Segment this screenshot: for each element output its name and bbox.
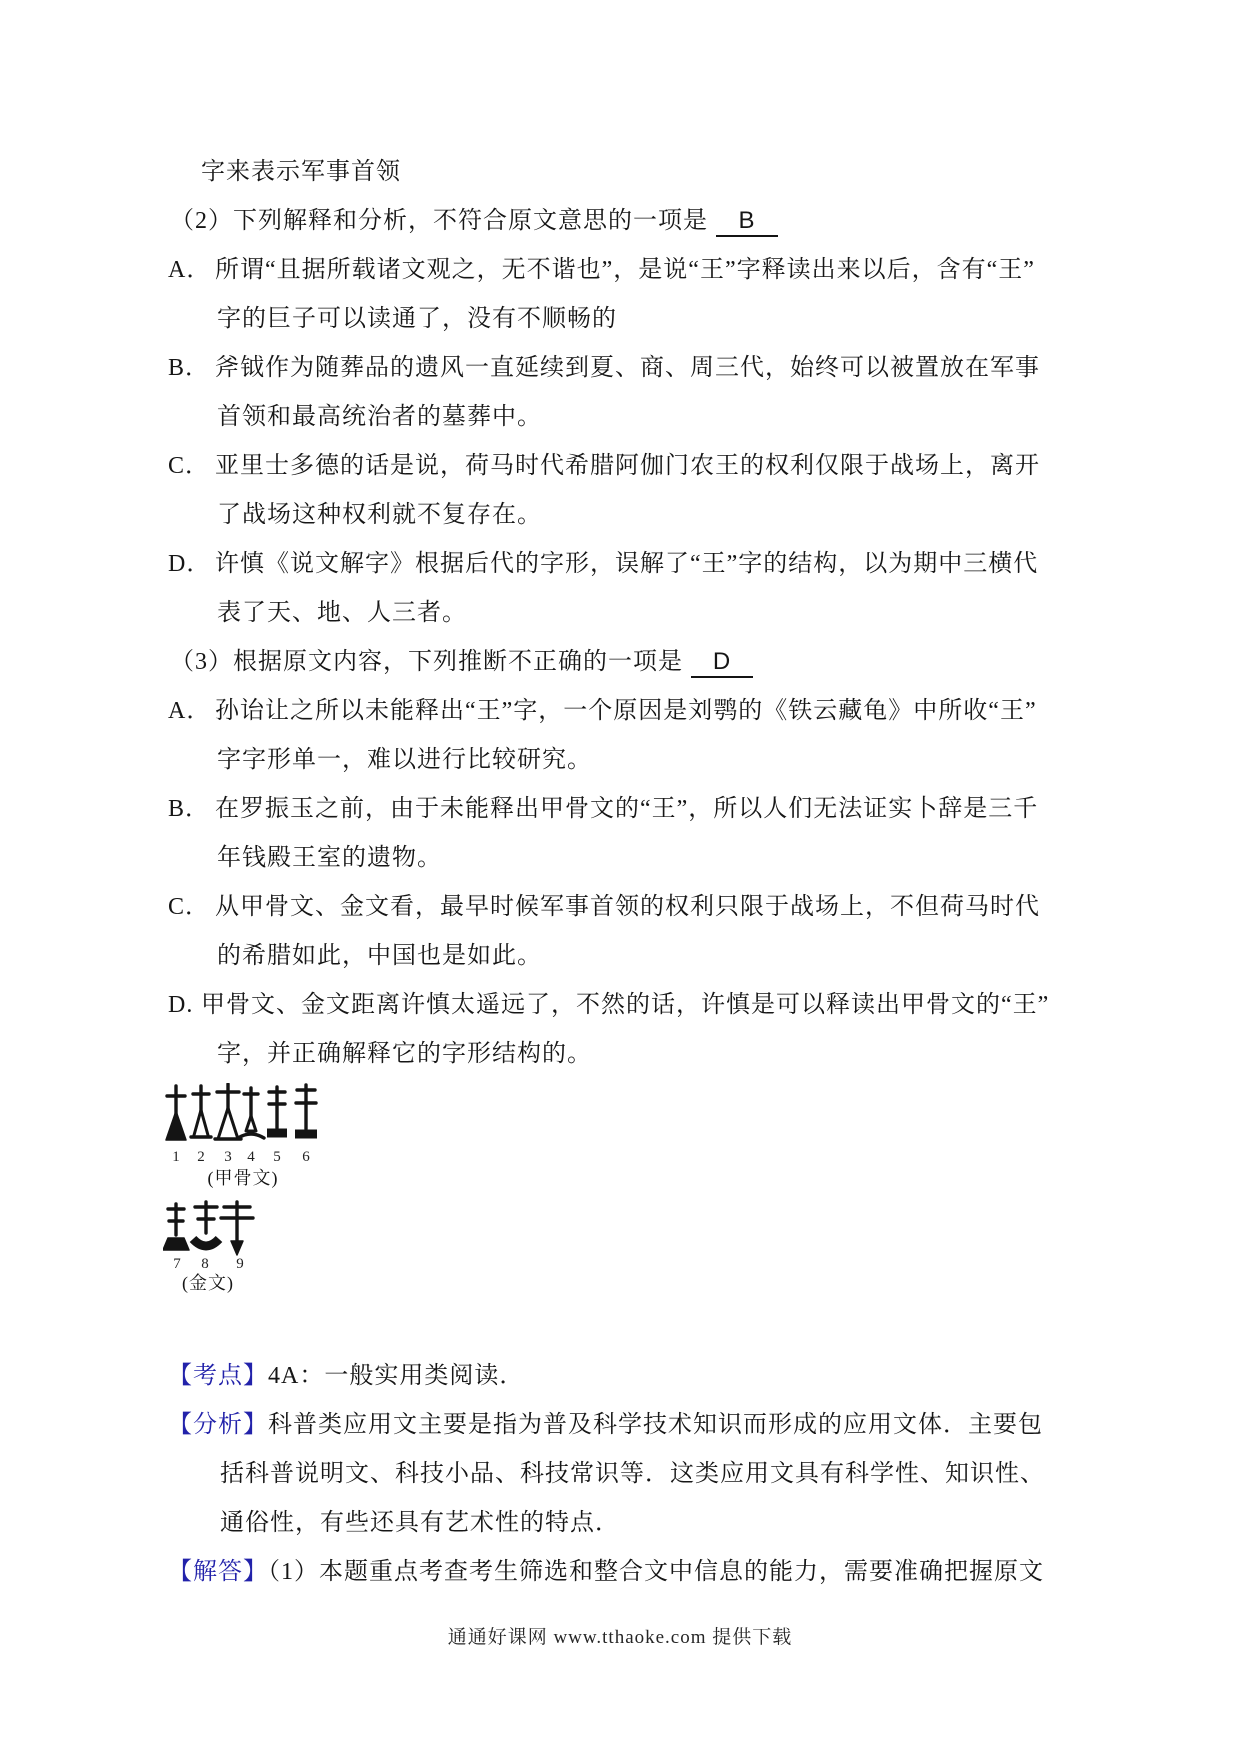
kaodian-tag: 【考点】 bbox=[168, 1363, 268, 1389]
option-label: D． bbox=[168, 551, 212, 577]
option-text: 甲骨文、金文距离许慎太遥远了，不然的话，许慎是可以释读出甲骨文的“王” bbox=[201, 992, 1050, 1018]
option-label: A． bbox=[168, 257, 212, 283]
oracle-glyph-1 bbox=[166, 1086, 186, 1140]
glyph-number: 5 bbox=[273, 1149, 281, 1165]
kaodian-line bbox=[0, 1352, 1240, 1401]
oracle-glyph-4 bbox=[238, 1088, 264, 1138]
option-text: 许慎《说文解字》根据后代的字形，误解了“王”字的结构，以为期中三横代 bbox=[215, 551, 1039, 577]
q2-option-d-line2: 表了天、地、人三者。 bbox=[217, 600, 467, 626]
question-2-stem: （2）下列解释和分析，不符合原文意思的一项是 bbox=[170, 208, 708, 234]
lead-line: 字来表示军事首领 bbox=[201, 159, 401, 185]
oracle-glyph-2 bbox=[191, 1086, 211, 1137]
oracle-bronze-figure bbox=[163, 1083, 523, 1295]
option-label: B． bbox=[168, 355, 211, 381]
q3-option-a-line1 bbox=[0, 687, 1240, 736]
oracle-glyph-3 bbox=[215, 1084, 241, 1139]
q2-option-d-line1 bbox=[0, 540, 1240, 589]
oracle-glyph-6 bbox=[295, 1085, 317, 1134]
jieda-line bbox=[0, 1548, 1240, 1597]
glyph-number: 7 bbox=[173, 1256, 181, 1272]
q2-option-c-line2: 了战场这种权利就不复存在。 bbox=[217, 502, 542, 528]
q3-option-b-line1 bbox=[0, 785, 1240, 834]
q3-option-d-line1 bbox=[0, 981, 1240, 1030]
option-text: 从甲骨文、金文看，最早时候军事首领的权利只限于战场上，不但荷马时代 bbox=[215, 894, 1040, 920]
option-text: 所谓“且据所载诸文观之，无不谐也”，是说“王”字释读出来以后，含有“王” bbox=[215, 257, 1035, 283]
glyph-number: 2 bbox=[197, 1149, 205, 1165]
bronze-glyph-9 bbox=[221, 1202, 253, 1255]
option-text: 在罗振玉之前，由于未能释出甲骨文的“王”，所以人们无法证实卜辞是三千 bbox=[215, 796, 1039, 822]
fenxi-text: 科普类应用文主要是指为普及科学技术知识而形成的应用文体．主要包 bbox=[268, 1412, 1043, 1438]
fenxi-line1 bbox=[0, 1401, 1240, 1450]
option-text: 亚里士多德的话是说，荷马时代希腊阿伽门农王的权利仅限于战场上，离开 bbox=[215, 453, 1040, 479]
bronze-script-label: (金文) bbox=[182, 1273, 234, 1293]
bronze-glyph-8 bbox=[193, 1202, 219, 1246]
glyph-number: 3 bbox=[224, 1149, 232, 1165]
option-label: A． bbox=[168, 698, 212, 724]
question-3-answer-blank: D bbox=[691, 648, 753, 678]
option-text: 孙诒让之所以未能释出“王”字，一个原因是刘鹗的《铁云藏龟》中所收“王” bbox=[215, 698, 1037, 724]
question-3-stem-line bbox=[0, 638, 1240, 687]
bronze-glyph-7 bbox=[163, 1204, 189, 1250]
fenxi-line3: 通俗性，有些还具有艺术性的特点． bbox=[220, 1510, 620, 1536]
option-label: C． bbox=[168, 894, 211, 920]
analysis-block bbox=[0, 1352, 1240, 1597]
q2-option-a-line1 bbox=[0, 246, 1240, 295]
kaodian-text: 4A：一般实用类阅读． bbox=[268, 1363, 525, 1389]
option-label: C． bbox=[168, 453, 211, 479]
question-2-stem-line bbox=[0, 197, 1240, 246]
oracle-script-label: (甲骨文) bbox=[207, 1168, 279, 1188]
option-label: B． bbox=[168, 796, 211, 822]
glyph-number: 8 bbox=[201, 1256, 209, 1272]
q2-option-c-line1 bbox=[0, 442, 1240, 491]
glyph-number: 9 bbox=[236, 1256, 244, 1272]
jieda-text: （1）本题重点考查考生筛选和整合文中信息的能力，需要准确把握原文 bbox=[268, 1559, 1044, 1585]
option-text: 斧钺作为随葬品的遗风一直延续到夏、商、周三代，始终可以被置放在军事 bbox=[215, 355, 1040, 381]
q3-option-a-line2: 字字形单一，难以进行比较研究。 bbox=[217, 747, 592, 773]
glyph-number: 6 bbox=[302, 1149, 310, 1165]
question-text-block bbox=[0, 148, 1240, 1079]
q2-option-a-line2: 字的巨子可以读通了，没有不顺畅的 bbox=[217, 306, 617, 332]
question-2-answer-blank: B bbox=[716, 207, 778, 237]
q3-option-c-line2: 的希腊如此，中国也是如此。 bbox=[217, 943, 542, 969]
page-footer: 通通好课网 www.tthaoke.com 提供下载 bbox=[447, 1627, 793, 1648]
question-3-stem: （3）根据原文内容，下列推断不正确的一项是 bbox=[170, 649, 683, 675]
glyph-number: 1 bbox=[172, 1149, 180, 1165]
q3-option-d-line2: 字，并正确解释它的字形结构的。 bbox=[217, 1041, 592, 1067]
oracle-glyph-5 bbox=[267, 1087, 287, 1133]
q2-option-b-line2: 首领和最高统治者的墓葬中。 bbox=[217, 404, 542, 430]
option-label: D. bbox=[168, 992, 194, 1018]
q3-option-b-line2: 年钱殿王室的遗物。 bbox=[217, 845, 442, 871]
glyph-number: 4 bbox=[247, 1149, 255, 1165]
jieda-tag: 【解答】 bbox=[168, 1559, 268, 1585]
q3-option-c-line1 bbox=[0, 883, 1240, 932]
q2-option-b-line1 bbox=[0, 344, 1240, 393]
fenxi-tag: 【分析】 bbox=[168, 1412, 268, 1438]
fenxi-line2: 括科普说明文、科技小品、科技常识等．这类应用文具有科学性、知识性、 bbox=[220, 1461, 1045, 1487]
